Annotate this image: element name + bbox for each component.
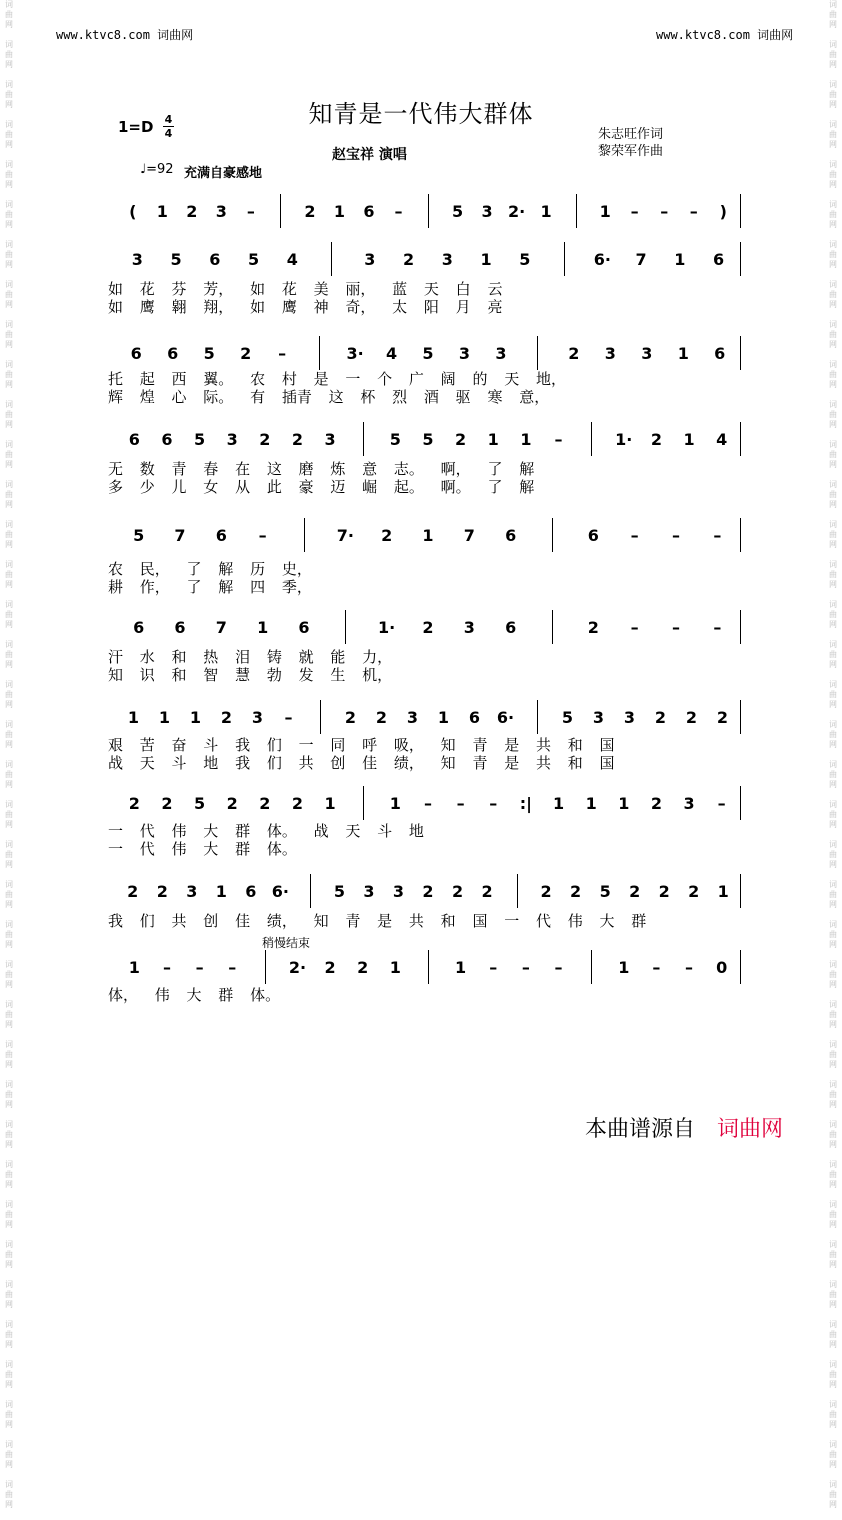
- note: 2: [226, 794, 238, 813]
- note: 6: [215, 526, 227, 545]
- bar-line: [345, 610, 346, 644]
- lyric-line: 体， 伟 大 群 体。: [108, 986, 281, 1004]
- bar-line: [331, 242, 332, 276]
- note: 6·: [496, 708, 515, 727]
- note: 2·: [288, 958, 307, 977]
- bar-line-end: [740, 610, 741, 644]
- note: 2: [481, 882, 493, 901]
- note: 2: [455, 430, 467, 449]
- note: –: [672, 618, 680, 637]
- note: 1: [480, 250, 492, 269]
- note: 1: [717, 882, 729, 901]
- bar-line: [320, 700, 321, 734]
- note: 6: [505, 526, 517, 545]
- note: 1: [540, 202, 552, 221]
- time-signature: [163, 113, 174, 140]
- note: –: [652, 958, 661, 977]
- note: 3: [406, 708, 419, 727]
- bar-line: [310, 874, 311, 908]
- note: 6: [128, 430, 140, 449]
- bar-line-end: [740, 874, 741, 908]
- lyric-block: [108, 648, 728, 684]
- staff-row: [110, 518, 742, 552]
- source-credit: [585, 1112, 783, 1143]
- bar-line-end: [740, 786, 741, 820]
- note: –: [456, 794, 465, 813]
- note: 6: [133, 618, 145, 637]
- note: 6: [167, 344, 179, 363]
- bar-line: [576, 194, 577, 228]
- note: 1: [437, 708, 450, 727]
- source-prefix: 本曲谱源自: [585, 1117, 696, 1142]
- note: 1: [683, 430, 695, 449]
- note: 1: [324, 794, 336, 813]
- note: 6: [298, 618, 310, 637]
- note: 2: [451, 882, 464, 901]
- staff-row: [110, 950, 742, 984]
- note: –: [228, 958, 237, 977]
- note: 2: [629, 882, 641, 901]
- note: 2: [357, 958, 369, 977]
- lyric-block: [108, 912, 728, 930]
- note: 3: [683, 794, 695, 813]
- note: 2: [324, 958, 336, 977]
- lyric-line: 我 们 共 创 佳 绩， 知 青 是 共 和 国 一 代 伟 大 群: [108, 912, 647, 930]
- note: 6: [505, 618, 517, 637]
- side-watermark-left: 词 曲 网 词 曲 网 词 曲 网 词 曲 网 词 曲 网 词 曲 网 词 曲 网 词 曲 网 词 曲 网 词 曲 网 词 曲 网 词 曲 网 词 曲 网 词 曲 网 词 曲 网 词 曲 网 词 曲 网 词 曲 网 词 曲 网 词 曲 网 词 曲 网 词 曲 网 词 曲 网 词 曲 网 词 曲 网 词 曲 网 词 曲 网 词 曲 网 词 曲 网 词 曲 网 词 曲 网 词 曲 网 词 曲 网 词 曲 网 词 曲 网 词 曲 网 词 曲 网 词 曲 网: [5, 0, 13, 1509]
- note: 2: [344, 708, 357, 727]
- bar-line: [564, 242, 565, 276]
- note: 2: [540, 882, 552, 901]
- bar-line: [537, 700, 538, 734]
- lyric-line: 一 代 伟 大 群 体。: [108, 840, 297, 858]
- bar-line-end: [740, 194, 741, 228]
- lyric-line: 一 代 伟 大 群 体。 战 天 斗 地: [108, 822, 424, 840]
- lyricist: 朱志旺作词: [598, 127, 664, 142]
- header-right-url: www.ktvc8.com 词曲网: [656, 28, 794, 42]
- lyric-block: [108, 822, 728, 858]
- ending-mark: 稍慢结束: [262, 936, 311, 950]
- note: 5: [561, 708, 574, 727]
- note: 4: [716, 430, 728, 449]
- lyric-block: [108, 280, 728, 316]
- lyric-line: 战 天 斗 地 我 们 共 创 佳 绩， 知 青 是 共 和 国: [108, 754, 615, 772]
- note: 7: [635, 250, 647, 269]
- note: 5: [333, 882, 345, 901]
- note: 1: [215, 882, 227, 901]
- note: 3: [441, 250, 453, 269]
- lyric-line: 耕 作， 了 解 四 季，: [108, 578, 312, 596]
- note: 1: [257, 618, 269, 637]
- staff-row: [110, 336, 742, 370]
- bar-line: [265, 950, 266, 984]
- note: 3: [131, 250, 143, 269]
- note: 6: [713, 250, 725, 269]
- staff-row: [110, 422, 742, 456]
- lyric-line: 知 识 和 智 慧 勃 发 生 机，: [108, 666, 393, 684]
- note: –: [489, 794, 498, 813]
- note: 2: [291, 430, 304, 449]
- note: 5: [194, 794, 206, 813]
- note: 6: [161, 430, 173, 449]
- lyric-line: 托 起 西 翼。 农 村 是 一 个 广 阔 的 天 地，: [108, 370, 566, 388]
- note: 2: [422, 618, 434, 637]
- note: 5: [422, 344, 434, 363]
- note: –: [424, 794, 432, 813]
- song-title: 知青是一代伟大群体: [308, 100, 534, 128]
- bar-line-end: [740, 518, 741, 552]
- lyric-block: [108, 370, 728, 406]
- note: 6: [468, 708, 481, 727]
- staff-row: [110, 194, 742, 228]
- note: 2: [220, 708, 233, 727]
- note: 2: [161, 794, 173, 813]
- note: 2: [259, 794, 271, 813]
- note: 1: [158, 708, 171, 727]
- note: 3: [604, 344, 616, 363]
- note: 2: [568, 344, 580, 363]
- note: 2: [375, 708, 388, 727]
- bar-line: [363, 422, 364, 456]
- bar-line-end: [740, 950, 741, 984]
- lyric-line: 汗 水 和 热 泪 铸 就 能 力，: [108, 648, 393, 666]
- lyric-block: [108, 736, 728, 772]
- lyric-block: [108, 986, 728, 1004]
- bar-line: [591, 950, 592, 984]
- note: –: [162, 958, 171, 977]
- note: ): [719, 202, 727, 221]
- note: 3: [392, 882, 405, 901]
- note: –: [630, 526, 639, 545]
- expression-mark: 充满自豪感地: [184, 166, 263, 181]
- note: 5: [389, 430, 401, 449]
- note: 1: [156, 202, 168, 221]
- note: –: [521, 958, 530, 977]
- note: 2: [587, 618, 599, 637]
- composer: 黎荣军作曲: [598, 144, 664, 159]
- note: 4: [286, 250, 298, 269]
- note: 1: [455, 958, 467, 977]
- note: 5: [203, 344, 215, 363]
- note: 1·: [378, 618, 396, 637]
- note: 7: [215, 618, 227, 637]
- note: 2: [658, 882, 670, 901]
- note: 2: [716, 708, 729, 727]
- note: 1: [189, 708, 202, 727]
- lyric-line: 如 鹰 翱 翔， 如 鹰 神 奇， 太 阳 月 亮: [108, 298, 503, 316]
- note: 3: [592, 708, 605, 727]
- lyric-line: 无 数 青 春 在 这 磨 炼 意 志。 啊， 了 解: [108, 460, 535, 478]
- bar-line-end: [740, 700, 741, 734]
- staff-row: [110, 874, 742, 908]
- note: 2: [403, 250, 415, 269]
- note: 1: [128, 958, 140, 977]
- note: 5: [422, 430, 434, 449]
- note: 2: [422, 882, 434, 901]
- note: –: [195, 958, 204, 977]
- note: 1: [585, 794, 597, 813]
- note: 3: [481, 202, 493, 221]
- note: 5: [451, 202, 464, 221]
- note: 1: [599, 202, 611, 221]
- note: 3: [364, 250, 376, 269]
- lyric-line: 如 花 芬 芳， 如 花 美 丽， 蓝 天 白 云: [108, 280, 503, 298]
- header-left-url: www.ktvc8.com 词曲网: [56, 28, 194, 42]
- note: –: [689, 202, 698, 221]
- bar-line: [552, 610, 553, 644]
- note: –: [713, 526, 722, 545]
- note: 6: [363, 202, 375, 221]
- note: –: [258, 526, 267, 545]
- bar-line: [552, 518, 553, 552]
- note: –: [284, 708, 293, 727]
- note: 2: [128, 794, 140, 813]
- tempo-mark: ♩=92: [140, 162, 174, 177]
- bar-line-end: [740, 336, 741, 370]
- note: –: [246, 202, 255, 221]
- lyric-line: 艰 苦 奋 斗 我 们 一 同 呼 吸， 知 青 是 共 和 国: [108, 736, 615, 754]
- note: –: [630, 618, 639, 637]
- note: 2: [381, 526, 393, 545]
- note: 4: [385, 344, 398, 363]
- note: 3: [226, 430, 238, 449]
- note: 2·: [507, 202, 526, 221]
- meter-bottom: 4: [164, 127, 173, 140]
- meter-top: 4: [164, 113, 173, 126]
- note: 6: [587, 526, 599, 545]
- note: 7·: [336, 526, 354, 545]
- source-site-link[interactable]: 词曲网: [717, 1117, 784, 1142]
- note: 6: [209, 250, 221, 269]
- staff-row: [110, 786, 742, 820]
- bar-line: [591, 422, 592, 456]
- note: 5: [519, 250, 531, 269]
- note: 6·: [593, 250, 611, 269]
- note: 2: [570, 882, 582, 901]
- note: 3: [495, 344, 507, 363]
- note: 6: [174, 618, 186, 637]
- note: 3: [251, 708, 264, 727]
- bar-line: [363, 786, 364, 820]
- bar-line: [517, 874, 518, 908]
- bar-line: [537, 336, 538, 370]
- note: 5: [194, 430, 206, 449]
- note: 3: [215, 202, 227, 221]
- note: 1: [127, 708, 140, 727]
- bar-line: [304, 518, 305, 552]
- note: 1·: [615, 430, 633, 449]
- note: 1: [389, 794, 401, 813]
- lyric-block: [108, 560, 728, 596]
- note: 5: [170, 250, 182, 269]
- lyric-line: 辉 煌 心 际。 有 插青 这 杯 烈 酒 驱 寒 意，: [108, 388, 550, 406]
- lyric-block: [108, 460, 728, 496]
- note: –: [489, 958, 498, 977]
- note: –: [554, 430, 563, 449]
- note: 3·: [346, 344, 364, 363]
- side-watermark-right: 词 曲 网 词 曲 网 词 曲 网 词 曲 网 词 曲 网 词 曲 网 词 曲 网 词 曲 网 词 曲 网 词 曲 网 词 曲 网 词 曲 网 词 曲 网 词 曲 网 词 曲 网 词 曲 网 词 曲 网 词 曲 网 词 曲 网 词 曲 网 词 曲 网 词 曲 网 词 曲 网 词 曲 网 词 曲 网 词 曲 网 词 曲 网 词 曲 网 词 曲 网 词 曲 网 词 曲 网 词 曲 网 词 曲 网 词 曲 网 词 曲 网 词 曲 网 词 曲 网 词 曲 网: [829, 0, 837, 1509]
- note: 3: [186, 882, 198, 901]
- lyric-line: 多 少 儿 女 从 此 豪 迈 崛 起。 啊。 了 解: [108, 478, 535, 496]
- note: 5: [248, 250, 260, 269]
- staff-row: [110, 610, 742, 644]
- note: 2: [240, 344, 252, 363]
- note: 1: [552, 794, 565, 813]
- note: 1: [677, 344, 689, 363]
- note: –: [672, 526, 680, 545]
- note: –: [717, 794, 726, 813]
- note: 6·: [271, 882, 289, 901]
- note: 3: [363, 882, 375, 901]
- note: 1: [487, 430, 499, 449]
- bar-line: [428, 194, 429, 228]
- key-signature: 1=D: [118, 118, 154, 136]
- note: 1: [618, 958, 630, 977]
- lyric-line: 农 民， 了 解 历 史，: [108, 560, 312, 578]
- bar-line-end: [740, 242, 741, 276]
- note: 1: [618, 794, 630, 813]
- note: 6: [245, 882, 257, 901]
- note: 0: [716, 958, 728, 977]
- note: 2: [186, 202, 198, 221]
- note: 3: [463, 618, 475, 637]
- note: 3: [623, 708, 636, 727]
- note: –: [660, 202, 669, 221]
- note: :|: [519, 794, 533, 813]
- note: 1: [520, 430, 532, 449]
- note: –: [394, 202, 403, 221]
- note: 2: [156, 882, 168, 901]
- note: –: [685, 958, 694, 977]
- note: 6: [714, 344, 726, 363]
- note: 1: [389, 958, 401, 977]
- note: 7: [174, 526, 186, 545]
- note: 1: [674, 250, 686, 269]
- note: 3: [641, 344, 653, 363]
- note: 2: [650, 794, 662, 813]
- note: 5: [599, 882, 611, 901]
- note: –: [554, 958, 563, 977]
- singer: 赵宝祥 演唱: [332, 147, 407, 163]
- staff-row: [110, 700, 742, 734]
- note: 2: [259, 430, 271, 449]
- bar-line: [319, 336, 320, 370]
- note: 5: [133, 526, 145, 545]
- note: 2: [650, 430, 662, 449]
- note: 6: [130, 344, 142, 363]
- note: 2: [685, 708, 698, 727]
- note: –: [278, 344, 287, 363]
- note: 2: [654, 708, 667, 727]
- note: 1: [333, 202, 345, 221]
- note: 2: [291, 794, 304, 813]
- note: –: [630, 202, 639, 221]
- note: 2: [304, 202, 316, 221]
- note: 2: [127, 882, 139, 901]
- note: 1: [422, 526, 434, 545]
- bar-line-end: [740, 422, 741, 456]
- note: 2: [688, 882, 700, 901]
- note: –: [713, 618, 722, 637]
- note: 3: [458, 344, 471, 363]
- note: 7: [463, 526, 475, 545]
- bar-line: [280, 194, 281, 228]
- note: (: [129, 202, 137, 221]
- bar-line: [428, 950, 429, 984]
- note: 3: [324, 430, 336, 449]
- staff-row: [110, 242, 742, 276]
